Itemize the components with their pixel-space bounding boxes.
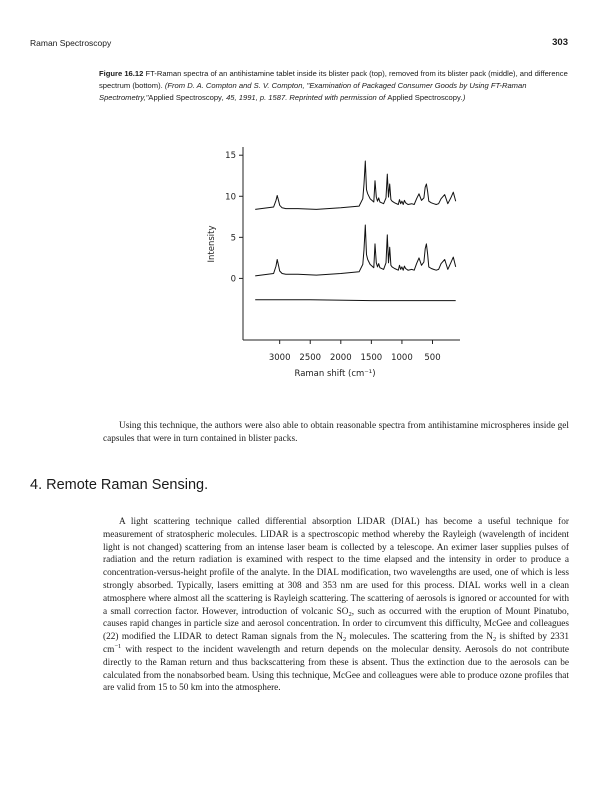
running-head	[30, 38, 568, 52]
paragraph-1: Using this technique, the authors were also able to obtain reasonable spectra from antihistamine microspheres inside gel capsules that were in turn contained in blister packs.	[103, 421, 569, 444]
caption-journal-2: Applied Spectroscopy	[387, 93, 461, 102]
p2-text-a: A light scattering technique called differential absorption LIDAR (DIAL) has become a useful technique for measurement of stratospheric molecules. LIDAR is a spectroscopic method whereby the Rayleigh (wavelength of incident light is not changed) scattering from an intense laser beam is collected by a telescope. An eximer laser supplies pulses of radiation and the return radiation is examined with respect to the time elapsed and the intensity in order to produce a concentration-versus-height profile of the analyte. In the DIAL modification, two wavelengths are used, one of which is less strongly absorbed. Typically, lasers emitting at 308 and 353 nm are used for this process. DIAL works well in a clean atmosphere where almost all the scattering is Rayleigh scattering. The scattering of aerosols is ignored or accounted for with a small correction factor. However, introduction of volcanic SO	[103, 517, 569, 617]
caption-end: .)	[460, 93, 466, 102]
caption-text: FT-Raman spectra of an antihistamine tablet inside its blister pack (top), removed from its blister pack (middle), and difference spectrum (bottom).	[99, 69, 568, 90]
spectrum-line-3	[255, 300, 456, 301]
p2-sub-c: 2	[492, 636, 497, 644]
p2-sub-b: 2	[343, 636, 347, 644]
running-title: Raman Spectroscopy	[30, 38, 112, 48]
x-axis-label: Raman shift (cm⁻¹)	[294, 369, 376, 379]
x-tick-label: 2000	[329, 353, 352, 363]
p2-text-b: , such as occurred with the eruption of Mount Pinatubo, causes rapid changes in particle size and aerosol concentration. In order to circumvent this difficulty, McGee and colleagues (22) modified the LIDAR to detect Raman signals from the N	[103, 606, 569, 643]
y-axis-label: Intensity	[207, 225, 217, 263]
figure-label: Figure 16.12	[99, 69, 144, 78]
x-tick-label: 1500	[360, 353, 383, 363]
p2-sub-a: 2	[348, 610, 352, 618]
caption-journal: Applied Spectroscopy	[148, 93, 222, 102]
paragraph-2	[103, 516, 569, 695]
p2-sup: −1	[114, 642, 122, 650]
section-heading: 4. Remote Raman Sensing.	[30, 477, 209, 493]
y-tick-label: 0	[230, 274, 236, 285]
p2-text-d: is shifted by 2331 cm	[103, 632, 569, 655]
caption-credit: (From D. A. Compton and S. V. Compton, "Examination of Packaged Consumer Goods by Using FT-Raman Spectrometry,"	[99, 81, 527, 102]
y-tick-label: 5	[230, 233, 236, 244]
spectrum-line-1	[255, 161, 456, 209]
y-tick-label: 10	[225, 192, 236, 203]
caption-citation: , 45, 1991, p. 1587. Reprinted with permission of	[221, 93, 388, 102]
x-tick-label: 1000	[391, 353, 413, 363]
x-tick-label: 2500	[299, 353, 322, 363]
raman-figure	[190, 140, 470, 390]
spectrum-line-2	[255, 225, 456, 276]
p2-text-e: with respect to the incident wavelength and return depends on the molecular density. Aerosols do not contribute directly to the Raman return and thus backscattering from these is absent. Thus the extinction due to the aerosols can be calculated from the nonabsorbed beam. Using this technique, McGee and colleagues were able to produce ozone profiles that are valid from 15 to 50 km into the atmosphere.	[103, 644, 569, 694]
y-tick-label: 15	[225, 151, 236, 162]
x-tick-label: 500	[424, 353, 441, 363]
x-tick-label: 3000	[268, 353, 291, 363]
raman-spectrum-chart	[190, 140, 470, 390]
page-number: 303	[552, 37, 568, 48]
figure-caption	[99, 68, 571, 104]
p2-text-c: molecules. The scattering from the N	[346, 632, 493, 643]
